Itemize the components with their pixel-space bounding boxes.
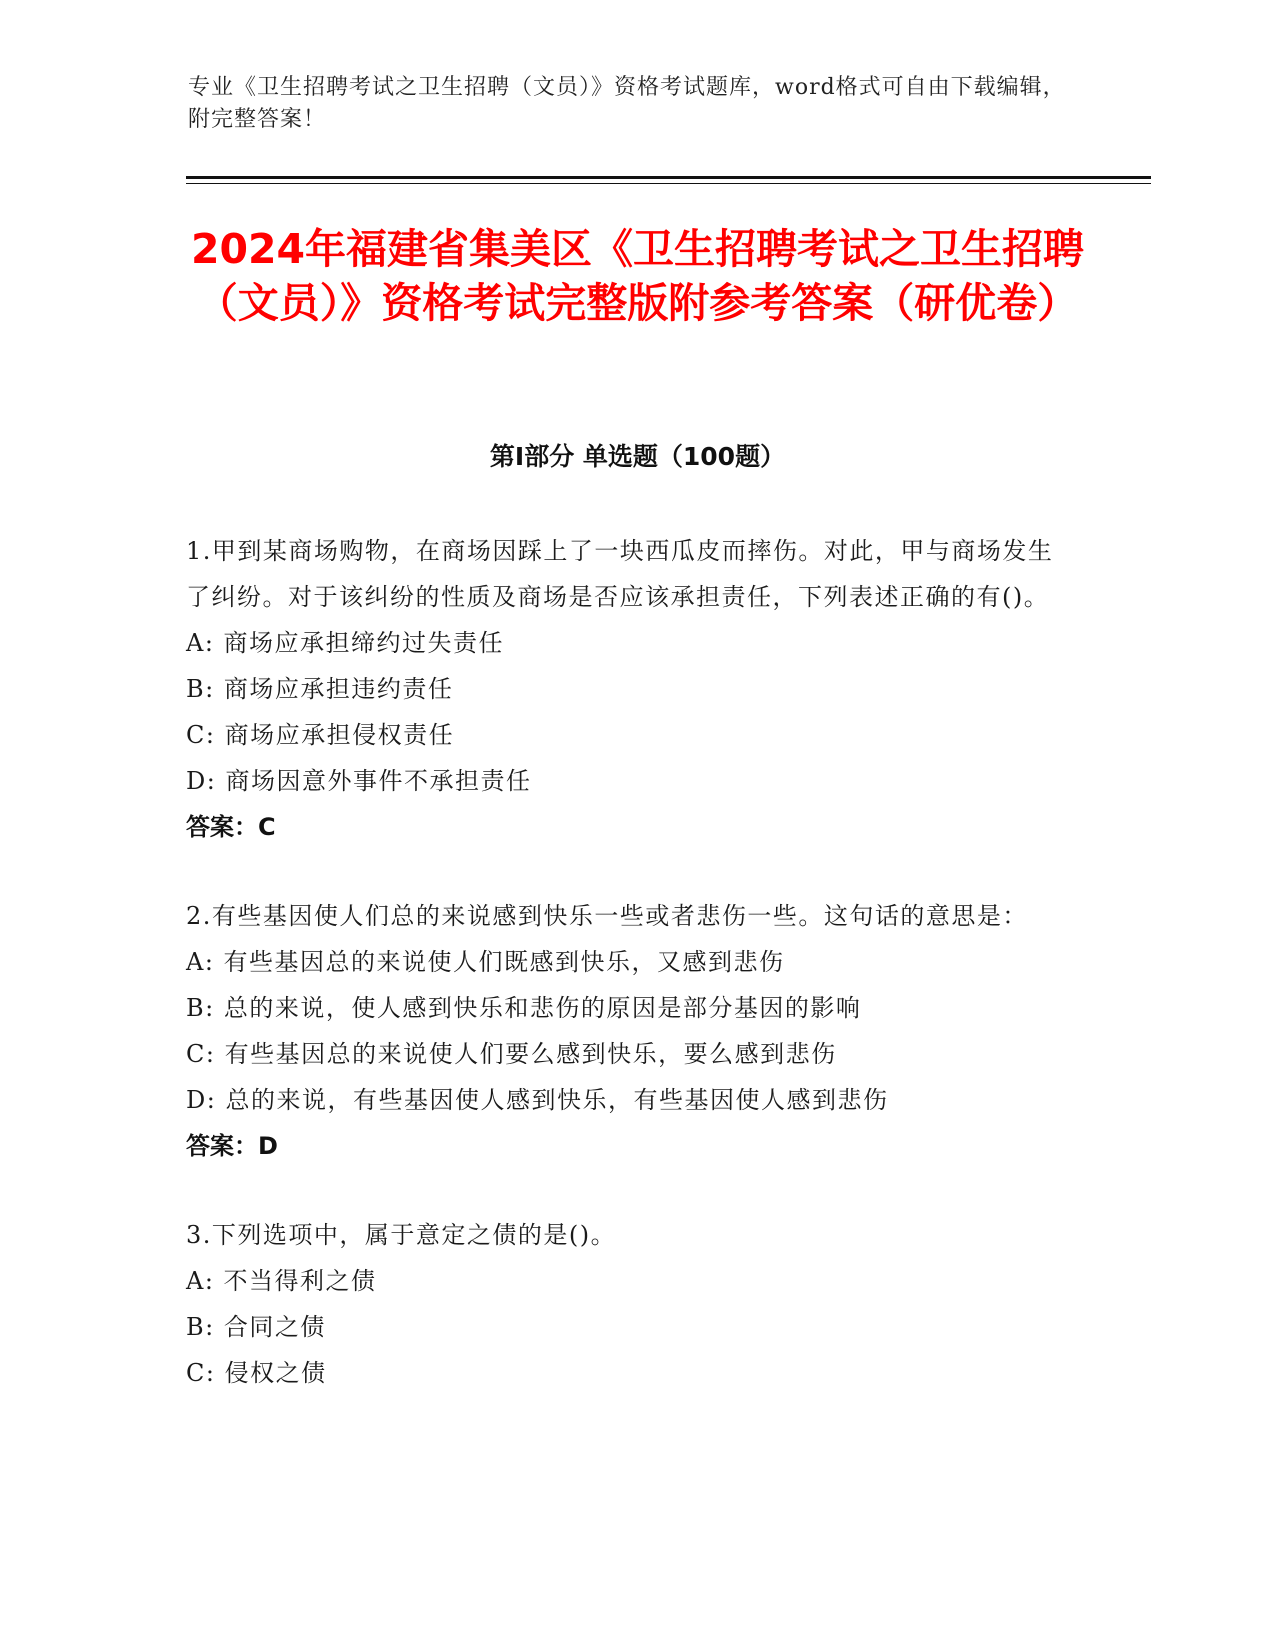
question-stem: 2.有些基因使人们总的来说感到快乐一些或者悲伤一些。这句话的意思是： (186, 902, 1028, 930)
option-c: C: 商场应承担侵权责任 (186, 721, 455, 749)
header-rule-thin (186, 183, 1151, 184)
question-list (186, 528, 1066, 1439)
option-b: B: 合同之债 (186, 1313, 326, 1341)
question-stem: 3.下列选项中，属于意定之债的是()。 (186, 1221, 617, 1249)
question-3 (186, 1212, 1066, 1396)
question-2 (186, 893, 1066, 1169)
option-a: A: 商场应承担缔约过失责任 (186, 629, 505, 657)
option-b: B: 总的来说，使人感到快乐和悲伤的原因是部分基因的影响 (186, 994, 862, 1022)
option-d: D: 总的来说，有些基因使人感到快乐，有些基因使人感到悲伤 (186, 1086, 889, 1114)
option-c: C: 侵权之债 (186, 1359, 327, 1387)
option-b: B: 商场应承担违约责任 (186, 675, 454, 703)
question-stem: 1.甲到某商场购物，在商场因踩上了一块西瓜皮而摔伤。对此，甲与商场发生了纠纷。对于该纠纷的性质及商场是否应该承担责任，下列表述正确的有()。 (186, 537, 1054, 611)
section-title: 第Ⅰ部分 单选题（100题） (489, 442, 786, 471)
question-answer: 答案：D (186, 1132, 278, 1160)
question-1 (186, 528, 1066, 850)
question-answer: 答案：C (186, 813, 276, 841)
option-a: A: 有些基因总的来说使人们既感到快乐，又感到悲伤 (186, 948, 785, 976)
header-note: 专业《卫生招聘考试之卫生招聘（文员）》资格考试题库，word格式可自由下载编辑，附完整答案！ (188, 75, 1066, 132)
option-d: D: 商场因意外事件不承担责任 (186, 767, 532, 795)
option-c: C: 有些基因总的来说使人们要么感到快乐，要么感到悲伤 (186, 1040, 837, 1068)
option-a: A: 不当得利之债 (186, 1267, 377, 1295)
document-title: 2024年福建省集美区《卫生招聘考试之卫生招聘（文员）》资格考试完整版附参考答案（研优卷） (190, 225, 1085, 327)
header-rule-thick (186, 176, 1151, 179)
